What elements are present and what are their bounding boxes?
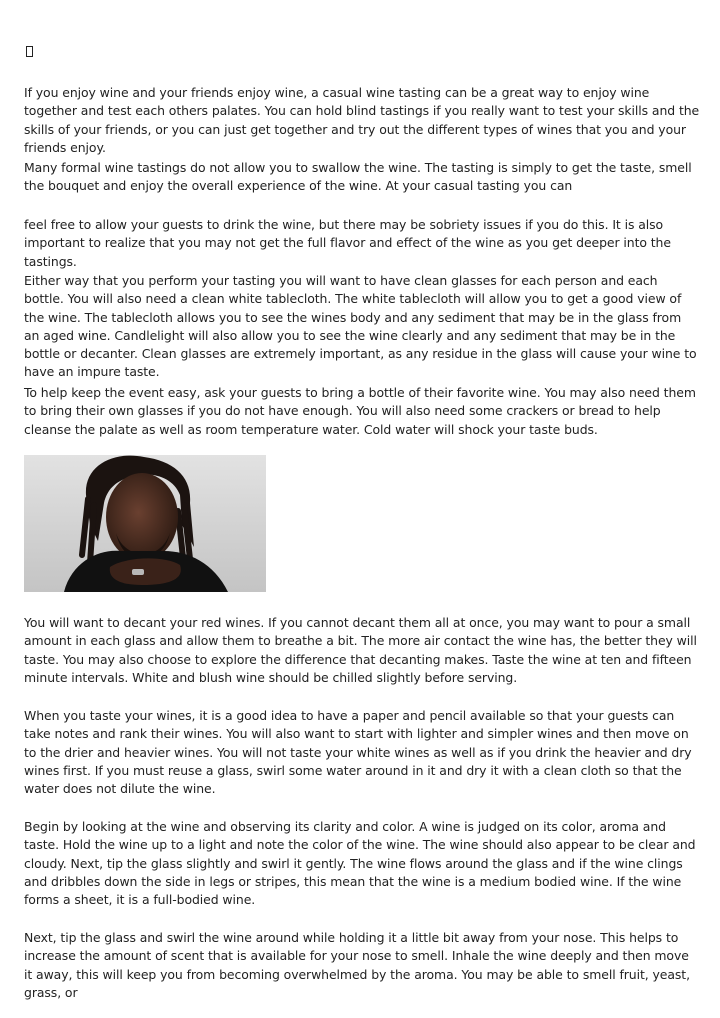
paragraph-2 xyxy=(24,159,700,197)
paragraph-8: Begin by looking at the wine and observing its clarity and color. A wine is judged on its color, aroma and taste. Hold the wine up to a light and note the color of the wine. The wine should also appear to be clear and cloudy. Next, tip the glass slightly and swirl it gently. The wine flows around the glass and if the wine clings and dribbles down the side in legs or stripes, this mean that the wine is a medium bodied wine. If the wine forms a sheet, it is a full-bodied wine. xyxy=(24,819,696,908)
paragraph-9: Next, tip the glass and swirl the wine around while holding it a little bit away from your nose. This helps to increase the amount of scent that is available for your nose to smell. Inhale the wine deeply and then move it away, this will keep you from becoming overwhelmed by the aroma. You may be able to smell fruit, yeast, grass, or xyxy=(24,930,690,1000)
paragraph-6: You will want to decant your red wines. If you cannot decant them all at once, you may want to pour a small amount in each glass and allow them to breathe a bit. The more air contact the wine has, the better they will taste. You may also choose to explore the difference that decanting makes. Taste the wine at ten and fifteen minute intervals. White and blush wine should be chilled slightly before serving. xyxy=(24,615,697,685)
portrait-illustration xyxy=(24,455,266,592)
paragraph-5: To help keep the event easy, ask your guests to bring a bottle of their favorite wine. You may also need them to bring their own glasses if you do not have enough. You will also need some crackers or bread to help cleanse the palate as well as room temperature water. Cold water will shock your taste buds. xyxy=(24,385,696,437)
man-portrait-photo xyxy=(24,455,266,592)
missing-glyph-icon xyxy=(26,46,33,57)
paragraph-7: When you taste your wines, it is a good idea to have a paper and pencil available so that your guests can take notes and rank their wines. You will also want to start with lighter and simpler wines and then move on to the drier and heavier wines. You will not taste your white wines as well as if you drink the heavier and dry wines first. If you must reuse a glass, swirl some water around in it and dry it with a clean cloth so that the water does not dilute the wine. xyxy=(24,708,692,797)
paragraph-4: Either way that you perform your tasting you will want to have clean glasses for each person and each bottle. You will also need a clean white tablecloth. The white tablecloth will allow you to get a good view of the wine. The tablecloth allows you to see the wines body and any sediment that may be in the glass from an aged wine. Candlelight will also allow you to see the wine clearly and any sediment that may be in the bottle or decanter. Clean glasses are extremely important, as any residue in the glass will cause your wine to have an impure taste. xyxy=(24,273,697,380)
paragraph-2-text: Many formal wine tastings do not allow you to swallow the wine. The tasting is simply to get the taste, smell the bouquet and enjoy the overall experience of the wine. At your casual tasting you can xyxy=(24,160,692,194)
paragraph-1: If you enjoy wine and your friends enjoy wine, a casual wine tasting can be a great way to enjoy wine together and test each others palates. You can hold blind tastings if you really want to test your skills and the skills of your friends, or you can just get together and try out the different types of wines that you and your friends enjoy. xyxy=(24,85,700,155)
paragraph-3: feel free to allow your guests to drink the wine, but there may be sobriety issues if you do this. It is also important to realize that you may not get the full flavor and effect of the wine as you get deeper into the tastings. xyxy=(24,217,671,269)
